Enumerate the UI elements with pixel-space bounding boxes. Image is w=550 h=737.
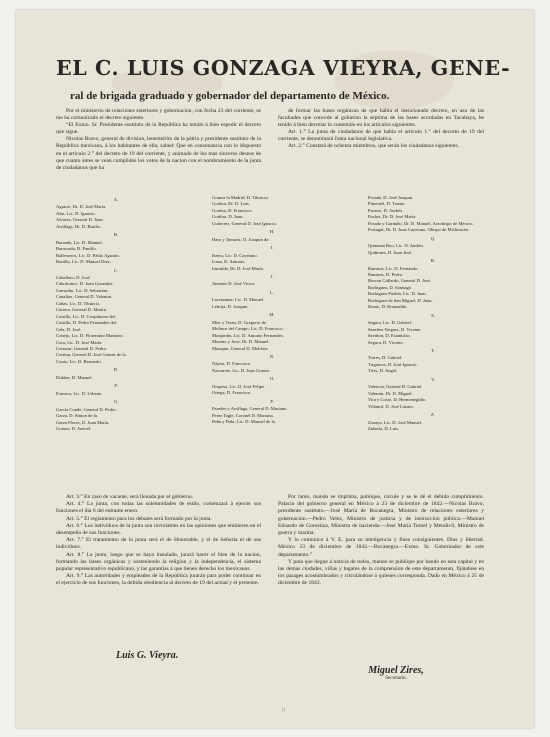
member-name: Valencia, General D. Gabriel. bbox=[368, 384, 423, 390]
member-name: Gordoa, Dr. D. Luis. bbox=[212, 201, 250, 207]
letter-heading: L. bbox=[270, 289, 274, 295]
article-paragraph: Art. 8.° La junta, luego que se haya instalado, jurará hacer el bien de la nacion, formando las bases orgánicas y sosteniendo la religion y la independencia, el sistema popular representativo republicano, y las garantías á que tienen derecho los mexicanos. bbox=[56, 551, 261, 573]
letter-heading: F. bbox=[114, 383, 118, 389]
article-paragraph: Art. 5.° El reglamento para los debates será formado por la junta. bbox=[66, 515, 212, 522]
member-name: Lorenzanar, Lic. D. Manuel. bbox=[212, 297, 265, 303]
member-name: Peña y Peña, Lic. D. Manuel de la. bbox=[212, 419, 276, 425]
articles-text-left bbox=[56, 494, 261, 588]
member-name: Quiñones, D. Juan José. bbox=[368, 249, 413, 255]
member-name: Nájera, D. Francisco. bbox=[212, 361, 252, 367]
member-name: Saviñon, D. Estanislao. bbox=[368, 333, 411, 339]
member-name: Fonseca, Lic. D. Urbano. bbox=[56, 390, 103, 396]
member-name: Portugal, Dr. D. Juan Cayetano, Obispo de Michoacán. bbox=[368, 227, 470, 233]
secretary-signature bbox=[346, 665, 446, 681]
member-name: Barasorda, D. Panfilo. bbox=[56, 246, 97, 252]
member-name: Gomez la Madrid, D. Tiburcio. bbox=[212, 195, 270, 200]
article-paragraph: Art. 3.° En caso de vacante, será llenada por el gobierno. bbox=[66, 494, 194, 500]
letter-heading: G. bbox=[113, 399, 119, 405]
letter-heading: T. bbox=[431, 347, 435, 353]
intro-text-left bbox=[56, 108, 261, 172]
member-name: Navarrete, Lic. D. Juan Gomez. bbox=[212, 367, 271, 373]
article-paragraph: Art. 6.° Los individuos de la junta son inviolables en las opiniones que emitieren en el desempeño de sus funciones. bbox=[56, 522, 261, 537]
member-name: Bonilla, Lic. D. Manuel Diez. bbox=[56, 259, 111, 265]
letter-heading: O. bbox=[269, 376, 275, 382]
member-name: Cela, D. José. bbox=[56, 326, 82, 332]
member-name: Moreno y Jove, Dr. D. Manuel. bbox=[212, 339, 270, 345]
member-name: Garza Flores, D. Juan María. bbox=[56, 419, 110, 425]
member-name: Villamil, D. José Lázaro. bbox=[368, 403, 414, 409]
letter-heading: V. bbox=[431, 376, 435, 382]
member-name: Zubieta, D. Luis. bbox=[368, 425, 400, 431]
member-list-column-3 bbox=[368, 195, 498, 432]
member-name: Gorihar, D. Juan. bbox=[212, 214, 244, 220]
member-name: Cortina, General D. José Gomez de la. bbox=[56, 352, 127, 358]
paragraph: Por el ministerio de relaciones esteriores y gobernacion, con fecha 23 del corriente, se me ha comunicado el decreto siguiente. bbox=[56, 108, 261, 122]
letter-heading: Q. bbox=[430, 235, 436, 241]
governor-signature: Luis G. Vieyra. bbox=[116, 650, 179, 661]
member-name: Couto, Lic. D. Bernardo. bbox=[56, 358, 102, 364]
member-name: Dublan, D. Manuel. bbox=[56, 374, 93, 380]
member-name: Canalizo, General D. Valentin. bbox=[56, 294, 113, 300]
member-name: Segura, D. Vicente. bbox=[368, 339, 404, 345]
member-name: Quintana Roo, Lic. D. Andrés. bbox=[368, 243, 425, 249]
letter-heading: J. bbox=[270, 273, 274, 279]
member-name: Caballero, D. José. bbox=[56, 274, 91, 280]
member-name: Pizarro, D. Andrés. bbox=[368, 207, 404, 213]
article-paragraph: Art. 4.° La junta, con todas las solemnidades de estilo, comenzará á ejercer sus funciones el dia 6 del entrante enero. bbox=[56, 501, 261, 515]
letter-heading: N. bbox=[269, 353, 275, 359]
letter-heading: C. bbox=[113, 267, 119, 273]
paragraph: Art. 2.° Constará de ochenta miembros, que serán los ciudadanos siguientes. bbox=[288, 143, 459, 150]
page-number: 11 bbox=[281, 708, 286, 713]
document-subtitle: ral de brigada graduado y gobernador del departamento de México. bbox=[70, 90, 390, 102]
letter-heading: H. bbox=[269, 229, 275, 235]
member-name: Ramirez, Lic. D. Fernando. bbox=[368, 265, 419, 271]
member-name: Gutierrez, General D. José Ignacio. bbox=[212, 220, 277, 226]
letter-heading: I. bbox=[270, 245, 274, 251]
member-name: Carrera, General D. Martin. bbox=[56, 307, 108, 313]
member-name: Rodriguez de San Miguel, D. Juan. bbox=[368, 297, 433, 303]
letter-heading: S. bbox=[431, 312, 435, 318]
member-name: Castillo, D. Pedro Fernandez del. bbox=[56, 320, 118, 326]
member-name: Conejo, Lic. D. Florentino Martinez. bbox=[56, 333, 124, 339]
member-name: Baranda, Lic. D. Manuel. bbox=[56, 239, 103, 245]
secretary-name: Miguel Zires, bbox=[368, 665, 424, 676]
paragraph: “El Exmo. Sr. Presidente sustituto de la República ha tenido á bien espedir el decreto que sigue. bbox=[56, 122, 261, 136]
member-name: Valentin, Dr. D. Miguel. bbox=[368, 390, 413, 396]
member-name: Cañas, Lic. D. Tiburcio. bbox=[56, 300, 101, 306]
member-name: Molinos del Campo, Lic. D. Francisco. bbox=[212, 326, 284, 332]
member-name: Oropesa, Lic. D. José Felipe. bbox=[212, 383, 266, 389]
member-name: Puchet, Dr. D. José María. bbox=[368, 214, 417, 220]
member-name: Cora, Lic. D. José María. bbox=[56, 339, 103, 345]
member-name: Ballesteros, Lic. D. Pablo Agustin. bbox=[56, 252, 120, 258]
paragraph: Art. 1.° La junta de ciudadanos de que habla el artículo 1.° del decreto de 19 del corriente, se denominará Junta nacional legislativa. bbox=[278, 129, 484, 143]
member-name: Romo, D. Romualdo. bbox=[368, 304, 408, 310]
member-name: Garza, D. Simon de la. bbox=[56, 413, 98, 419]
member-name: García Conde, General D. Pedro. bbox=[56, 406, 117, 412]
member-name: Iturralde, Dr. D. José María. bbox=[212, 265, 264, 271]
member-name: Rodriguez, D. Santiago. bbox=[368, 284, 413, 290]
member-name: Pimentel, D. Tomás. bbox=[368, 201, 406, 207]
member-name: Vira y Cosio, D. Hermenegildo. bbox=[368, 397, 427, 403]
member-name: Tries, D. Angel. bbox=[368, 368, 398, 374]
member-name: Posada, D. José Joaquin. bbox=[368, 195, 414, 200]
letter-heading: B. bbox=[113, 232, 119, 238]
paragraph: Y para que llegue á noticia de todos, mando se publique por bando en esta capital y en las demas ciudades, villas y lugares de la comprension de este departamento, fijándose en los parages acostumbrados y circulándose á quienes corresponda. Dado en México á 25 de diciembre de 1842. bbox=[278, 558, 484, 587]
member-name: Ortega, D. Francisco. bbox=[212, 390, 252, 396]
member-name: Haro y Tamariz, D. Joaquin de. bbox=[212, 236, 270, 242]
paragraph: de formar las bases orgánicas de que habla el mencionado decreto, en uso de las facultades que concede al gobierno la séptima de las bases acordadas en Tacubaya, he tenido á bien decretar lo contenido en los artículos siguientes. bbox=[278, 108, 484, 129]
letter-heading: R. bbox=[430, 258, 436, 264]
article-paragraph: Art. 9.° Las autoridades y empleados de la República jurarán para poder continuar en el ejercicio de sus funciones, la debida obediencia al decreto de 19 del actual y el presente. bbox=[56, 573, 261, 587]
document-sheet bbox=[16, 10, 534, 728]
member-name: Alvarez, General D. Juan. bbox=[56, 217, 104, 223]
member-name: Posada y Garduño, Dr. D. Manuel, Arzobispo de México. bbox=[368, 220, 474, 226]
article-paragraph: Art. 7.° El tratamiento de la junta será el de Honorable, y el de Señoría el de sus individuos. bbox=[56, 537, 261, 551]
intro-text-right bbox=[278, 108, 484, 151]
articles-text-right bbox=[278, 494, 484, 588]
member-name: Monjardin, Lic. D. Antonio Fernandez. bbox=[212, 332, 284, 338]
letter-heading: M. bbox=[269, 312, 275, 318]
member-name: Icaza, D. Antonio. bbox=[212, 259, 246, 265]
document-title: EL C. LUIS GONZAGA VIEYRA, GENE- bbox=[56, 56, 511, 80]
member-name: Rincon Gallardo, General D. José. bbox=[368, 278, 432, 284]
letter-heading: A. bbox=[113, 197, 119, 202]
member-name: Cortazar, General D. Pedro. bbox=[56, 345, 108, 351]
member-name: Perez Tagle, Coronel D. Mariano. bbox=[212, 412, 274, 418]
member-name: Trigueros, D. José Ignacio. bbox=[368, 361, 418, 367]
paragraph: Nicolas Bravo, general de division, benemérito de la pátria y presidente sustituto de la República mexicana, á los habitantes de ella, sabed: Que en consonancia con lo dispuesto en el artículo 2.° del decreto de 19 del corriente, y animado de los mas sinceros deseos de que cuanto antes se vean cumplidos los votos de la nacion con el nombramiento de la junta de ciudadanos que ha bbox=[56, 136, 261, 171]
member-name: Muzquiz, General D. Melchor. bbox=[212, 345, 269, 351]
secretary-role: Secretario. bbox=[385, 676, 407, 681]
member-name: Sanchez Vergara, D. Vicente. bbox=[368, 326, 422, 332]
member-name: Castillo, Lic. D. Crispiniano del. bbox=[56, 313, 116, 319]
letter-heading: P. bbox=[270, 398, 274, 404]
member-name: Rodriguez Puebla, Lic. D. Juan. bbox=[368, 291, 427, 297]
letter-heading: D. bbox=[113, 367, 119, 373]
member-name: Gordoa, D. Francisco. bbox=[212, 207, 253, 213]
member-name: Lebrija, D. Joaquin. bbox=[212, 303, 249, 309]
member-name: Gomez, D. Anével. bbox=[56, 425, 92, 431]
member-name: Camacho, Lic. D. Sebastian. bbox=[56, 287, 109, 293]
member-list-column-2 bbox=[212, 195, 332, 426]
member-name: Paredes y Arrillaga, General D. Mariano. bbox=[212, 406, 288, 412]
member-name: Aguirre, Dr. D. José María. bbox=[56, 204, 107, 210]
member-name: Ramirez, D. Pedro. bbox=[368, 271, 404, 277]
member-name: Cabofranco, D. Juan Gonzalez. bbox=[56, 281, 114, 287]
member-name: Zozaya, Lic. D. José Manuel. bbox=[368, 419, 423, 425]
member-name: Iberra, Lic. D. Cayetano. bbox=[212, 252, 258, 258]
member-name: Segura, Lic. D. Gabriel. bbox=[368, 320, 413, 326]
member-name: Arrillaga, Dr. D. Basilio. bbox=[56, 223, 102, 229]
letter-heading: Z. bbox=[431, 412, 435, 418]
paragraph: Y lo comunico á V. E. para su inteligencia y fines consiguientes. Dios y libertad. México 23 de diciembre de 1842.—Bocanegra.—Exmo. Sr. Gobernador de este departamento.” bbox=[278, 537, 484, 558]
member-name: Jimenez D. José Victor. bbox=[212, 281, 256, 287]
member-name: Mier y Teran, D. Gregorio de. bbox=[212, 319, 267, 325]
member-list-column-1 bbox=[56, 195, 176, 432]
member-name: Torres, D. Gabriel. bbox=[368, 355, 403, 361]
member-name: Alas, Lic. D. Ignacio. bbox=[56, 210, 96, 216]
paragraph: Por tanto, mando se imprima, publique, circule y se le dé el debido cumplimiento. Palacio del gobierno general en México á 23 de diciembre de 1842.—Nicolas Bravo, presidente sustituto.—José María de Bocanegra, Ministro de relaciones esteriores y gobernacion.—Pedro Velez, Ministro de justicia y de instruccion pública.—Manuel Eduardo de Gorostiza, Ministro de hacienda.—José María Tornel y Mendivil, Ministro de guerra y marina. bbox=[278, 494, 484, 537]
